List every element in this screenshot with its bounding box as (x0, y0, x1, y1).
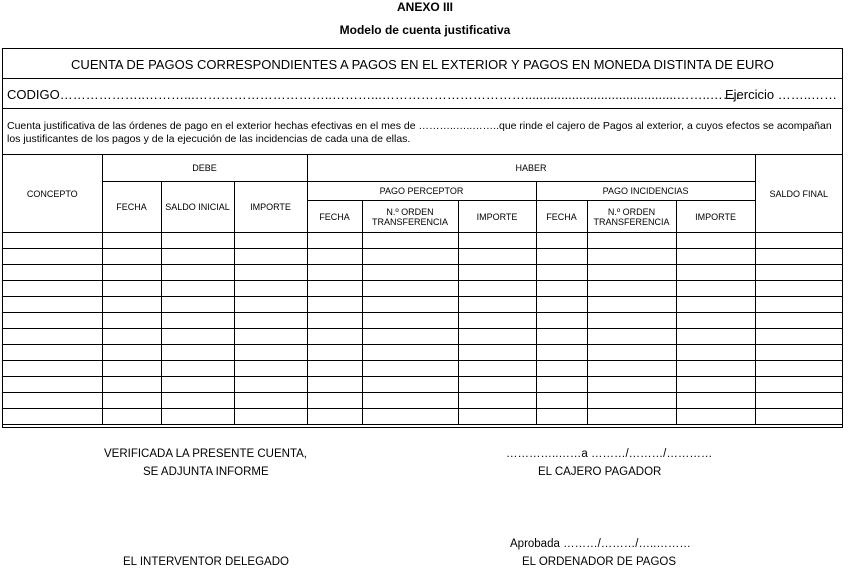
table-cell (362, 265, 458, 281)
annex-title: ANEXO III (396, 0, 453, 14)
table-cell (362, 281, 458, 297)
table-cell (102, 281, 161, 297)
table-cell (676, 233, 755, 249)
table-cell (161, 281, 234, 297)
table-cell (102, 345, 161, 361)
table-cell (755, 329, 842, 345)
table-cell (102, 361, 161, 377)
table-cell (3, 345, 102, 361)
table-cell (307, 281, 362, 297)
incidencias-fecha-header: FECHA (536, 201, 587, 233)
table-cell (307, 265, 362, 281)
table-cell (307, 297, 362, 313)
table-row (3, 281, 842, 297)
table-cell (161, 393, 234, 409)
table-cell (587, 329, 676, 345)
table-cell (234, 265, 307, 281)
table-cell (3, 265, 102, 281)
table-cell (676, 361, 755, 377)
table-cell (161, 377, 234, 393)
place-date-line: …………..……a ………/………/………… (506, 448, 713, 460)
table-cell (161, 313, 234, 329)
pago-incidencias-header: PAGO INCIDENCIAS (536, 182, 755, 201)
table-cell (307, 329, 362, 345)
table-cell (307, 393, 362, 409)
table-cell (362, 329, 458, 345)
table-cell (307, 233, 362, 249)
saldo-final-header: SALDO FINAL (755, 155, 842, 233)
table-cell (755, 361, 842, 377)
debe-saldo-inicial-header: SALDO INICIAL (161, 182, 234, 233)
table-cell (307, 249, 362, 265)
table-row (3, 409, 842, 425)
table-cell (3, 329, 102, 345)
table-cell (362, 313, 458, 329)
table-cell (102, 393, 161, 409)
interventor-signature: EL INTERVENTOR DELEGADO (123, 556, 289, 568)
table-cell (234, 233, 307, 249)
table-cell (587, 265, 676, 281)
account-form (2, 48, 843, 428)
table-cell (3, 409, 102, 425)
form-subtitle: Modelo de cuenta justificativa (339, 23, 511, 37)
table-cell (458, 281, 536, 297)
ordenador-signature: EL ORDENADOR DE PAGOS (522, 556, 677, 568)
table-cell (536, 329, 587, 345)
table-cell (458, 377, 536, 393)
table-cell (3, 281, 102, 297)
table-cell (3, 393, 102, 409)
table-cell (536, 233, 587, 249)
table-cell (102, 377, 161, 393)
table-cell (458, 313, 536, 329)
table-cell (3, 233, 102, 249)
table-row (3, 377, 842, 393)
table-cell (161, 233, 234, 249)
table-cell (362, 233, 458, 249)
debe-fecha-header: FECHA (102, 182, 161, 233)
perceptor-fecha-header: FECHA (307, 201, 362, 233)
form-title: CUENTA DE PAGOS CORRESPONDIENTES A PAGOS EN EL EXTERIOR Y PAGOS EN MONEDA DISTINTA DE EURO (3, 49, 842, 79)
table-cell (755, 249, 842, 265)
table-cell (755, 345, 842, 361)
table-row (3, 393, 842, 409)
verificada-line1: VERIFICADA LA PRESENTE CUENTA, (104, 448, 308, 460)
table-cell (587, 409, 676, 425)
table-cell (536, 345, 587, 361)
table-cell (3, 297, 102, 313)
incidencias-importe-header: IMPORTE (676, 201, 755, 233)
table-cell (676, 345, 755, 361)
table-cell (234, 281, 307, 297)
table-cell (102, 313, 161, 329)
accounts-table (3, 155, 842, 425)
table-cell (755, 393, 842, 409)
pago-perceptor-header: PAGO PERCEPTOR (307, 182, 536, 201)
ejercicio-field: Ejercicio ……..…… (725, 87, 837, 102)
table-cell (307, 409, 362, 425)
concepto-header: CONCEPTO (3, 155, 102, 233)
table-cell (536, 409, 587, 425)
table-cell (676, 409, 755, 425)
table-cell (102, 233, 161, 249)
table-cell (536, 265, 587, 281)
table-cell (587, 361, 676, 377)
table-cell (362, 345, 458, 361)
table-cell (755, 233, 842, 249)
table-cell (234, 393, 307, 409)
verificada-line2: SE ADJUNTA INFORME (143, 466, 269, 478)
table-cell (234, 313, 307, 329)
table-cell (755, 281, 842, 297)
table-cell (3, 361, 102, 377)
table-row (3, 329, 842, 345)
table-cell (536, 377, 587, 393)
aprobada-line: Aprobada ………/………/…..……… (510, 538, 691, 550)
cajero-signature: EL CAJERO PAGADOR (538, 466, 662, 478)
table-cell (161, 409, 234, 425)
table-cell (362, 393, 458, 409)
table-cell (587, 249, 676, 265)
table-cell (362, 409, 458, 425)
table-cell (102, 249, 161, 265)
table-cell (161, 297, 234, 313)
table-cell (362, 377, 458, 393)
table-cell (755, 297, 842, 313)
table-cell (307, 345, 362, 361)
perceptor-orden-header: N.º ORDEN TRANSFERENCIA (362, 201, 458, 233)
table-row (3, 265, 842, 281)
table-cell (234, 377, 307, 393)
table-cell (3, 313, 102, 329)
table-cell (587, 297, 676, 313)
table-row (3, 313, 842, 329)
table-cell (676, 377, 755, 393)
table-row (3, 361, 842, 377)
table-cell (3, 249, 102, 265)
table-cell (458, 345, 536, 361)
table-cell (676, 313, 755, 329)
table-cell (458, 329, 536, 345)
table-cell (676, 393, 755, 409)
table-cell (755, 313, 842, 329)
table-cell (307, 361, 362, 377)
table-cell (458, 393, 536, 409)
table-cell (102, 297, 161, 313)
table-row (3, 297, 842, 313)
perceptor-importe-header: IMPORTE (458, 201, 536, 233)
table-cell (587, 377, 676, 393)
table-cell (587, 393, 676, 409)
table-cell (234, 297, 307, 313)
table-cell (676, 265, 755, 281)
table-cell (161, 249, 234, 265)
table-cell (102, 265, 161, 281)
table-cell (458, 249, 536, 265)
table-cell (536, 249, 587, 265)
codigo-field: CODIGO………………..………...…………………………..………...……………………………..........................................……..……. (7, 87, 740, 102)
table-cell (587, 313, 676, 329)
haber-header: HABER (307, 155, 755, 182)
table-cell (676, 281, 755, 297)
table-cell (755, 409, 842, 425)
table-cell (362, 297, 458, 313)
form-description: Cuenta justificativa de las órdenes de pago en el exterior hechas efectivas en el mes de ………..…..……..que rinde el cajero de Pagos al exterior, a cuyos efectos se acompañan los justificantes de los pagos y de la ejecución de las incidencias de cada una de ellas. (3, 109, 842, 155)
table-cell (587, 233, 676, 249)
table-cell (536, 361, 587, 377)
table-cell (536, 281, 587, 297)
table-cell (161, 265, 234, 281)
table-cell (458, 409, 536, 425)
table-cell (161, 329, 234, 345)
table-cell (676, 329, 755, 345)
table-cell (102, 409, 161, 425)
table-cell (755, 377, 842, 393)
debe-header: DEBE (102, 155, 307, 182)
table-cell (536, 313, 587, 329)
table-cell (234, 409, 307, 425)
table-cell (587, 345, 676, 361)
table-cell (161, 361, 234, 377)
table-cell (234, 345, 307, 361)
table-cell (676, 297, 755, 313)
table-cell (458, 265, 536, 281)
table-cell (458, 297, 536, 313)
table-cell (755, 265, 842, 281)
table-row (3, 249, 842, 265)
codigo-line (3, 79, 842, 109)
incidencias-orden-header: N.º ORDEN TRANSFERENCIA (587, 201, 676, 233)
table-cell (362, 361, 458, 377)
table-cell (362, 249, 458, 265)
table-cell (234, 249, 307, 265)
table-cell (307, 313, 362, 329)
table-cell (234, 361, 307, 377)
table-cell (587, 281, 676, 297)
table-row (3, 233, 842, 249)
table-cell (307, 377, 362, 393)
table-cell (3, 377, 102, 393)
table-cell (536, 393, 587, 409)
table-cell (676, 249, 755, 265)
debe-importe-header: IMPORTE (234, 182, 307, 233)
table-cell (234, 329, 307, 345)
table-cell (458, 233, 536, 249)
table-row (3, 345, 842, 361)
table-cell (161, 345, 234, 361)
table-cell (102, 329, 161, 345)
table-cell (458, 361, 536, 377)
table-cell (536, 297, 587, 313)
